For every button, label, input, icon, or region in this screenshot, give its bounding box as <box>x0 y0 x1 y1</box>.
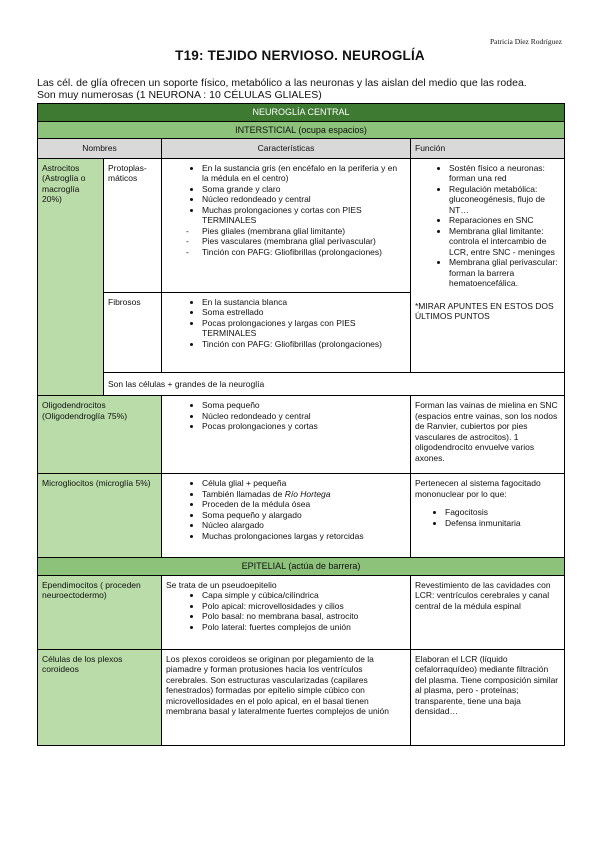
list-item: • Membrana glial limitante: controla el intercambio de LCR, entre SNC - meninges <box>449 226 560 258</box>
list-item: • Defensa inmunitaria <box>445 518 560 529</box>
plexos-name: Células de los plexos coroideos <box>38 649 162 745</box>
list-item <box>202 489 406 500</box>
list-item: • Polo basal: no membrana basal, astrocito <box>202 611 406 622</box>
table-main-header: NEUROGLÍA CENTRAL <box>38 104 565 122</box>
fibrosos-features <box>162 292 411 372</box>
astrocitos-note: *MIRAR APUNTES EN ESTOS DOS ÚLTIMOS PUNTOS <box>415 300 554 321</box>
list-item: • Regulación metabólica: gluconeogénesis, flujo de NT… <box>449 184 560 216</box>
protoplasmaticos-features <box>162 158 411 292</box>
rio-hortega-text: Río Hortega <box>284 488 331 499</box>
ependimocitos-features <box>162 575 411 649</box>
oligodendrocitos-name: Oligodendrocitos (Oligodendroglía 75%) <box>38 396 162 474</box>
astrocitos-footer: Son las células + grandes de la neuroglía <box>104 372 565 396</box>
list-item: - Pies gliales (membrana glial limitante) <box>202 226 406 237</box>
list-item: • Soma estrellado <box>202 307 406 318</box>
plexos-features: Los plexos coroideos se originan por plegamiento de la piamadre y forman protusiones hacia los ventrículos cerebrales. Son estructuras vascularizadas (capilares fenestrados) formadas por epitelio simple cúbico con microvellosidades en el polo apical, en el basal tienen membrana basal y lateralmente fuertes complejos de unión <box>162 649 411 745</box>
list-item: • Membrana glial perivascular: forman la barrera hematoencefálica. <box>449 257 560 289</box>
section-intersticial-header: INTERSTICIAL (ocupa espacios) <box>38 121 565 139</box>
list-item: • Fagocitosis <box>445 507 560 518</box>
list-item: • Pocas prolongaciones y cortas <box>202 421 406 432</box>
list-item: • Tinción con PAFG: Gliofibrillas (prolongaciones) <box>202 339 406 350</box>
list-item: • Capa simple y cúbica/cilíndrica <box>202 590 406 601</box>
oligodendrocitos-function: Forman las vainas de mielina en SNC (espacios entre vainas, son los nodos de Ranvier, cubiertos por pies vasculares de astrocitos). 1 oligodendrocito envuelve varios axones. <box>411 396 565 474</box>
microgliocitos-function <box>411 474 565 558</box>
column-header-names: Nombres <box>38 139 162 159</box>
intro-paragraph <box>37 77 567 101</box>
page-title: T19: TEJIDO NERVIOSO. NEUROGLÍA <box>175 48 425 63</box>
list-item: • Muchas prolongaciones largas y retorcidas <box>202 531 406 542</box>
astrocitos-function <box>411 158 565 372</box>
intro-line-1: Las cél. de glía ofrecen un soporte físico, metabólico a las neuronas y las aislan del medio que las rodea. <box>37 77 527 89</box>
list-item: • Proceden de la médula ósea <box>202 499 406 510</box>
astrocitos-name: Astrocitos (Astroglía o macroglía 20%) <box>42 162 86 204</box>
intro-line-2: Son muy numerosas (1 NEURONA : 10 CÉLULAS GLIALES) <box>37 89 322 101</box>
list-item: • En la sustancia blanca <box>202 297 406 308</box>
microgliocitos-features <box>162 474 411 558</box>
ependimocitos-name: Ependimocitos ( proceden neuroectodermo) <box>38 575 162 649</box>
oligodendrocitos-features <box>162 396 411 474</box>
microgliocitos-function-text: Pertenecen al sistema fagocitado mononuclear por lo que: <box>415 478 541 499</box>
astrocitos-name-cell <box>38 158 104 396</box>
list-item: • Soma pequeño <box>202 400 406 411</box>
column-header-features: Características <box>162 139 411 159</box>
plexos-function: Elaboran el LCR (líquido cefalorraquídeo) mediante filtración del plasma. Tiene composición similar al plasma, pero - proteínas; transparente, tiene una baja densidad… <box>411 649 565 745</box>
list-item: • Núcleo redondeado y central <box>202 194 406 205</box>
ependimocitos-intro: Se trata de un pseudoepitelio <box>166 579 277 590</box>
list-item: • Núcleo redondeado y central <box>202 411 406 422</box>
microgliocitos-name: Microgliocitos (microglía 5%) <box>38 474 162 558</box>
list-item: • Polo lateral: fuertes complejos de unión <box>202 622 406 633</box>
microglia-alias-prefix: También llamadas de <box>202 488 285 499</box>
protoplasmaticos-label: Protoplas-máticos <box>104 158 162 292</box>
list-item: • Muchas prolongaciones y cortas con PIES TERMINALES <box>202 205 406 226</box>
column-header-function: Función <box>411 139 565 159</box>
list-item: • Soma grande y claro <box>202 184 406 195</box>
list-item: • Sostén físico a neuronas: forman una red <box>449 163 560 184</box>
fibrosos-label: Fibrosos <box>104 292 162 372</box>
list-item: • Reparaciones en SNC <box>449 215 560 226</box>
list-item: • Pocas prolongaciones y largas con PIES TERMINALES <box>202 318 406 339</box>
list-item: • En la sustancia gris (en encéfalo en la periferia y en la médula en el centro) <box>202 163 406 184</box>
list-item: - Tinción con PAFG: Gliofibrillas (prolongaciones) <box>202 247 406 258</box>
list-item: • Célula glial + pequeña <box>202 478 406 489</box>
neuroglia-table <box>37 103 565 746</box>
list-item: • Polo apical: microvellosidades y cilios <box>202 601 406 612</box>
list-item: • Núcleo alargado <box>202 520 406 531</box>
section-epitelial-header: EPITELIAL (actúa de barrera) <box>38 558 565 576</box>
ependimocitos-function: Revestimiento de las cavidades con LCR: ventrículos cerebrales y canal central de la médula espinal <box>411 575 565 649</box>
author-name: Patricia Díez Rodríguez <box>489 37 562 46</box>
list-item: • Soma pequeño y alargado <box>202 510 406 521</box>
list-item: - Pies vasculares (membrana glial perivascular) <box>202 236 406 247</box>
